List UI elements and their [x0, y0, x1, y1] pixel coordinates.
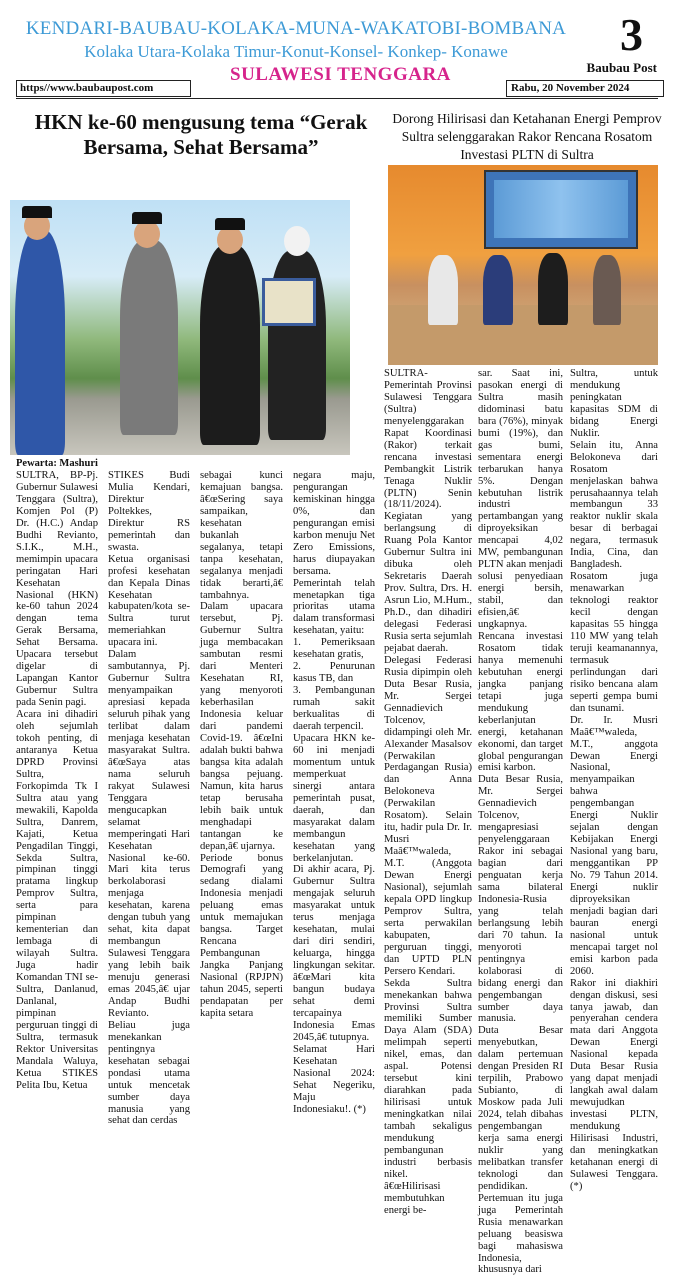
- peci-cap: [132, 212, 162, 224]
- person-head: [134, 220, 160, 248]
- person-head: [217, 226, 243, 254]
- masthead-rule: [16, 98, 658, 99]
- newspaper-brand: Baubau Post: [586, 60, 657, 75]
- article-hkn-column-3: sebagai kunci kemajuan bangsa. â€œSering saya sampaikan, kesehatan bukanlah segalanya, tetapi tanpa kesehatan, segalanya menjadi tidak berarti,â€ tambahnya. Dalam upacara tersebut, Pj. Gubernur Sultra juga membacakan sambutan resmi dari Menteri Kesehatan RI, yang menyoroti keberhasilan Indonesia keluar dari pandemi Covid-19. â€œIni adalah bukti bahwa bangsa kita adalah bangsa pejuang. Namun, kita harus tetap berusaha lebih baik untuk menghadapi tantangan ke depan,â€ ujarnya. Periode bonus Demografi yang sedang dialami Indonesia menjadi peluang emas untuk memajukan bangsa. Target Rencana Pembangunan Jangka Panjang Nasional (RPJPN) tahun 2045, seperti pendapatan per kapita setara: [200, 470, 283, 1019]
- meeting-photo: [388, 165, 658, 365]
- person-figure: [593, 255, 621, 325]
- photo-caption: Pewarta: Mashuri: [16, 458, 98, 469]
- person-figure: [120, 240, 178, 435]
- headline-pltn: Dorong Hilirisasi dan Ketahanan Energi Pemprov Sultra selenggarakan Rakor Rencana Rosatom Investasi PLTN di Sultra: [392, 111, 662, 162]
- website-url[interactable]: https//www.baubaupost.com: [16, 80, 191, 97]
- article-pltn-column-2: sar. Saat ini, pasokan energi di Sultra masih didominasi batu bara (76%), minyak bumi (19%), dan gas bumi, sementara energi terbarukan hanya 5%. Dengan kebutuhan listrik industri pertambangan yang diproyeksikan mencapai 4,02 MW, pembangunan PLTN akan menjadi solusi penyediaan energi bersih, stabil, dan efisien,â€ ungkapnya. Rencana investasi Rosatom tidak hanya memenuhi kebutuhan energi jangka panjang tetapi juga mendukung keberlanjutan energi, ketahanan ekonomi, dan target global pengurangan emisi karbon. Duta Besar Rusia, Mr. Sergei Gennadievich Tolcenov, mengapresiasi penyelenggaraan Rakor ini sebagai bagian dari penguatan kerja sama bilateral Indonesia-Rusia yang telah berlangsung lebih dari 70 tahun. Ia menyoroti pentingnya kolaborasi di bidang energi dan pengembangan sumber daya manusia. Duta Besar menyebutkan, dalam pertemuan dengan Presiden RI terpilih, Prabowo Subianto, di Moskow pada Juli 2024, telah dibahas pengembangan kerja sama energi nuklir yang melibatkan transfer teknologi dan pendidikan. Pertemuan itu juga juga Pemerintah Rusia menawarkan peluang beasiswa bagi mahasiswa Indonesia, khususnya dari: [478, 368, 563, 1276]
- hijab: [284, 226, 310, 256]
- person-figure: [200, 245, 260, 445]
- award-plaque: [262, 278, 316, 326]
- masthead-regencies: Kolaka Utara-Kolaka Timur-Konut-Konsel- Konkep- Konawe: [84, 42, 508, 61]
- peci-cap: [215, 218, 245, 230]
- person-figure: [538, 253, 568, 325]
- article-pltn-column-1: SULTRA-Pemerintah Provinsi Sulawesi Tenggara (Sultra) menyelenggarakan Rapat Koordinasi (Rakor) terkait rencana investasi Pembangkit Listrik Tenaga Nuklir (PLTN) Senin (18/11/2024). Kegiatan yang berlangsung di Ruang Pola Kantor Gubernur Sultra ini dibuka oleh Sekretaris Daerah Prov. Sultra, Drs. H. Asrun Lio, M.Hum., Ph.D., dan dihadiri delegasi Federasi Rusia serta sejumlah pejabat daerah. Delegasi Federasi Rusia dipimpin oleh Duta Besar Rusia, Mr. Sergei Gennadievich Tolcenov, didampingi oleh Mr. Alexander Masalsov (Perwakilan Perdagangan Rusia) dan Anna Belokoneva (Perwakilan Rosatom). Selain itu, hadir pula Dr. Ir. Musri Maâ€™waleda, M.T. (Anggota Dewan Energi Nasional), sejumlah kepala OPD lingkup Pemprov Sultra, serta perwakilan kabupaten, perguruan tinggi, dan UPTD PLN Persero Kendari. Sekda Sultra menekankan bahwa Provinsi Sultra memiliki Sumber Daya Alam (SDA) melimpah seperti nikel, emas, dan aspal. Potensi tersebut kini diarahkan pada hilirisasi untuk meningkatkan nilai tambah sekaligus mendukung pembangunan industri berbasis nikel. â€œHilirisasi membutuhkan energi be-: [384, 368, 472, 1216]
- masthead-region: SULAWESI TENGGARA: [230, 64, 451, 85]
- peci-cap: [22, 206, 52, 218]
- issue-date: Rabu, 20 November 2024: [506, 80, 664, 97]
- article-pltn-column-3: Sultra, untuk mendukung peningkatan kapasitas SDM di bidang Energi Nuklir. Selain itu, Anna Belokoneva dari Rosatom menjelaskan bahwa perusahaannya telah membangun 33 reaktor nuklir skala besar di berbagai negara, termasuk India, Cina, dan Bangladesh. Rosatom juga menawarkan teknologi reaktor kecil dengan kapasitas 55 hingga 110 MW yang telah teruji keamanannya, termasuk perlindungan dari risiko bencana alam seperti gempa bumi dan tsunami. Dr. Ir. Musri Maâ€™waleda, M.T., anggota Dewan Energi Nasional, menyampaikan bahwa pengembangan Energi Nuklir sejalan dengan Kebijakan Energi Nasional yang baru, menggantikan PP No. 79 Tahun 2014. Energi nuklir diproyeksikan menjadi bagian dari bauran energi nasional untuk mencapai target nol emisi karbon pada 2060. Rakor ini diakhiri dengan diskusi, sesi tanya jawab, dan penyerahan cendera mata dari Anggota Dewan Energi Nasional kepada Duta Besar Rusia yang dapat menjadi langkah awal dalam mewujudkan investasi PLTN, mendukung Hilirisasi Industri, dan meningkatkan ketahanan energi di Sulawesi Tenggara. (*): [570, 368, 658, 1192]
- masthead: [0, 0, 675, 105]
- headline-hkn: HKN ke-60 mengusung tema “Gerak Bersama, Sehat Bersama”: [34, 110, 368, 159]
- presentation-screen: [484, 170, 638, 249]
- person-figure: [428, 255, 458, 325]
- article-hkn-column-1: SULTRA, BP-Pj. Gubernur Sulawesi Tenggara (Sultra), Komjen Pol (P) Dr. (H.C.) Andap Budhi Revianto, S.I.K., M.H., memimpin upacara peringatan Hari Kesehatan Nasional (HKN) ke-60 tahun 2024 dengan tema Gerak Bersama, Sehat Bersama. Upacara tersebut digelar di Lapangan Kantor Gubernur Sultra pada Senin pagi. Acara ini dihadiri oleh sejumlah tokoh penting, di antaranya Ketua DPRD Provinsi Sultra, Forkopimda Tk I Sultra atau yang mewakili, Kapolda Sultra, Danrem, Kajati, Ketua Pengadilan Tinggi, Sekda Sultra, pimpinan tinggi pratama lingkup Pemprov Sultra, serta para pimpinan kementerian dan lembaga di wilayah Sultra. Juga hadir Komandan TNI se-Sultra, Danlanud, Danlanal, pimpinan perguruan tinggi di Sultra, termasuk Rektor Universitas Mandala Waluya, Ketua STIKES Pelita Ibu, Ketua: [16, 470, 98, 1091]
- ceremony-photo: [10, 200, 350, 455]
- person-figure: [15, 230, 65, 455]
- page-number: 3: [620, 9, 643, 60]
- person-figure: [483, 255, 513, 325]
- article-hkn-column-2: STIKES Budi Mulia Kendari, Direktur Poltekkes, Direktur RS pemerintah dan swasta. Ketua organisasi profesi kesehatan dan Kepala Dinas Kesehatan kabupaten/kota se-Sultra turut memeriahkan upacara ini. Dalam sambutannya, Pj. Gubernur Sultra menyampaikan apresiasi kepada seluruh pihak yang terlibat dalam menjaga kesehatan masyarakat Sultra. â€œSaya atas nama seluruh rakyat Sulawesi Tenggara mengucapkan selamat memperingati Hari Kesehatan Nasional ke-60. Mari kita terus berkolaborasi menjaga kesehatan, karena dengan tubuh yang sehat, kita dapat membangun Sulawesi Tenggara yang lebih baik menuju generasi emas 2045,â€ ujar Andap Budhi Revianto. Beliau juga menekankan pentingnya kesehatan sebagai pondasi utama untuk mencetak sumber daya manusia yang sehat dan cerdas: [108, 470, 190, 1127]
- article-hkn-column-4: negara maju, pengurangan kemiskinan hingga 0%, dan pengurangan emisi karbon menuju Net Zero Emissions, harus diupayakan bersama. Pemerintah telah menetapkan tiga prioritas utama dalam transformasi kesehatan, yaitu: 1. Pemeriksaan kesehatan gratis, 2. Penurunan kasus TB, dan 3. Pembangunan rumah sakit berkualitas di daerah terpencil. Upacara HKN ke-60 ini menjadi momentum untuk memperkuat sinergi antara pemerintah pusat, daerah, dan masyarakat dalam membangun kesehatan yang berkelanjutan. Di akhir acara, Pj. Gubernur Sultra mengajak seluruh masyarakat untuk terus menjaga kesehatan, mulai dari diri sendiri, keluarga, hingga lingkungan sekitar. â€œMari kita bangun budaya sehat demi tercapainya Indonesia Emas 2045,â€ tutupnya. Selamat Hari Kesehatan Nasional 2024: Sehat Negeriku, Maju Indonesiaku!. (*): [293, 470, 375, 1115]
- masthead-cities: KENDARI-BAUBAU-KOLAKA-MUNA-WAKATOBI-BOMBANA: [25, 18, 567, 39]
